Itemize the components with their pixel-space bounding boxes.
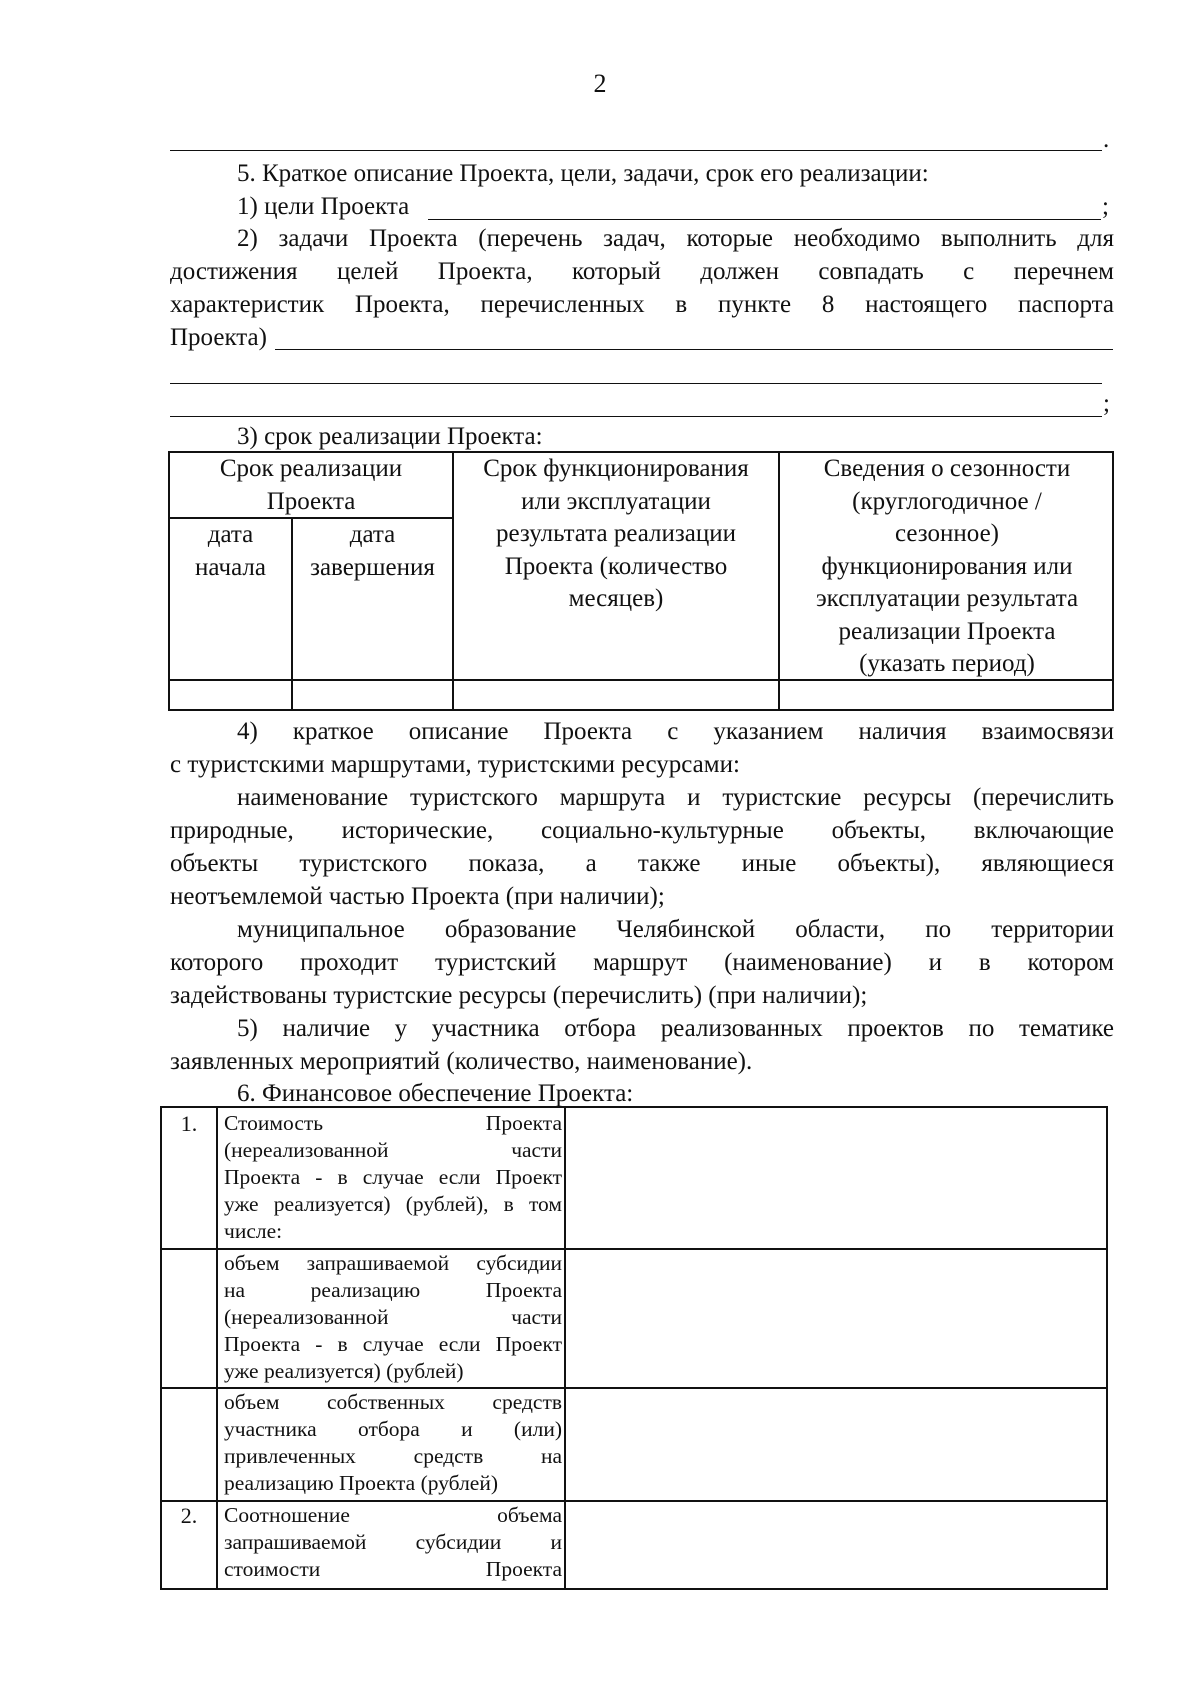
row1a-value-cell[interactable]	[566, 1250, 1106, 1387]
item4-para2-line-2: которого проходит туристский маршрут (наименование) и в котором	[170, 949, 1114, 976]
item2-end: ;	[1103, 390, 1110, 417]
item3-label: 3) срок реализации Проекта:	[237, 423, 543, 450]
item4-line-2: с туристскими маршрутами, туристскими ресурсами:	[170, 751, 740, 778]
row1-description: Стоимость Проекта (нереализованной части Проекта - в случае если Проект уже реализуется) (рублей), в том числе:	[224, 1111, 562, 1243]
cell-seasonality-empty[interactable]	[780, 681, 1114, 709]
cell-start-date-empty[interactable]	[170, 681, 291, 709]
section5-heading: 5. Краткое описание Проекта, цели, задачи, срок его реализации:	[237, 160, 929, 187]
item4-para2-line-3: задействованы туристские ресурсы (перечислить) (при наличии);	[170, 982, 868, 1009]
top-fill-line	[170, 150, 1102, 151]
item4-para1-line-4: неотъемлемой частью Проекта (при наличии);	[170, 883, 665, 910]
item4-para1-line-1: наименование туристского маршрута и туристские ресурсы (перечислить	[237, 784, 1114, 811]
item1-end: ;	[1102, 193, 1109, 220]
item4-para2-line-1: муниципальное образование Челябинской области, по территории	[237, 916, 1114, 943]
header-seasonality: Сведения о сезонности (круглогодичное / сезонное) функционирования или эксплуатации результата реализации Проекта (указать период)	[815, 455, 1079, 677]
row2-value-cell[interactable]	[566, 1502, 1106, 1590]
header-end-date: дата завершения	[310, 521, 435, 581]
item4-para1-line-2: природные, исторические, социально-культурные объекты, включающие	[170, 817, 1114, 844]
item1-fill-line	[428, 219, 1101, 220]
header-operation-period: Срок функционирования или эксплуатации результата реализации Проекта (количество месяцев)	[483, 455, 749, 612]
row1a-description: объем запрашиваемой субсидии на реализацию Проекта (нереализованной части Проекта - в случае если Проект уже реализуется) (рублей)	[224, 1251, 562, 1383]
top-line-end: .	[1103, 126, 1110, 153]
section6-heading: 6. Финансовое обеспечение Проекта:	[237, 1080, 634, 1107]
item1-label: 1) цели Проекта	[237, 193, 410, 220]
item5-line-1: 5) наличие у участника отбора реализованных проектов по тематике	[237, 1015, 1114, 1042]
row2-description: Соотношение объема запрашиваемой субсидии и стоимости Проекта	[224, 1503, 562, 1581]
row1-value-cell[interactable]	[566, 1108, 1106, 1248]
row1b-value-cell[interactable]	[566, 1389, 1106, 1500]
implementation-period-table	[168, 451, 1114, 711]
header-start-date: дата начала	[195, 521, 266, 581]
item2-line-1: 2) задачи Проекта (перечень задач, которые необходимо выполнить для	[237, 225, 1114, 252]
item2-fill-line-1	[275, 349, 1113, 350]
item4-para1-line-3: объекты туристского показа, а также иные объекты), являющиеся	[170, 850, 1114, 877]
header-implementation-period: Срок реализации Проекта	[219, 455, 403, 515]
item2-fill-line-3	[170, 416, 1102, 417]
row1-number: 1.	[180, 1111, 198, 1136]
item2-fill-line-2	[170, 383, 1102, 384]
item2-last: Проекта)	[170, 324, 267, 351]
cell-end-date-empty[interactable]	[293, 681, 452, 709]
item2-line-2: достижения целей Проекта, который должен совпадать с перечнем	[170, 258, 1114, 285]
row2-number: 2.	[180, 1503, 198, 1528]
item5-line-2: заявленных мероприятий (количество, наименование).	[170, 1048, 753, 1075]
row1b-description: объем собственных средств участника отбора и (или) привлеченных средств на реализацию Проекта (рублей)	[224, 1390, 562, 1495]
item2-line-3: характеристик Проекта, перечисленных в пункте 8 настоящего паспорта	[170, 291, 1114, 318]
cell-operation-empty[interactable]	[454, 681, 778, 709]
page-number: 2	[593, 69, 607, 98]
financial-table	[160, 1106, 1108, 1590]
item4-line-1: 4) краткое описание Проекта с указанием наличия взаимосвязи	[237, 718, 1114, 745]
